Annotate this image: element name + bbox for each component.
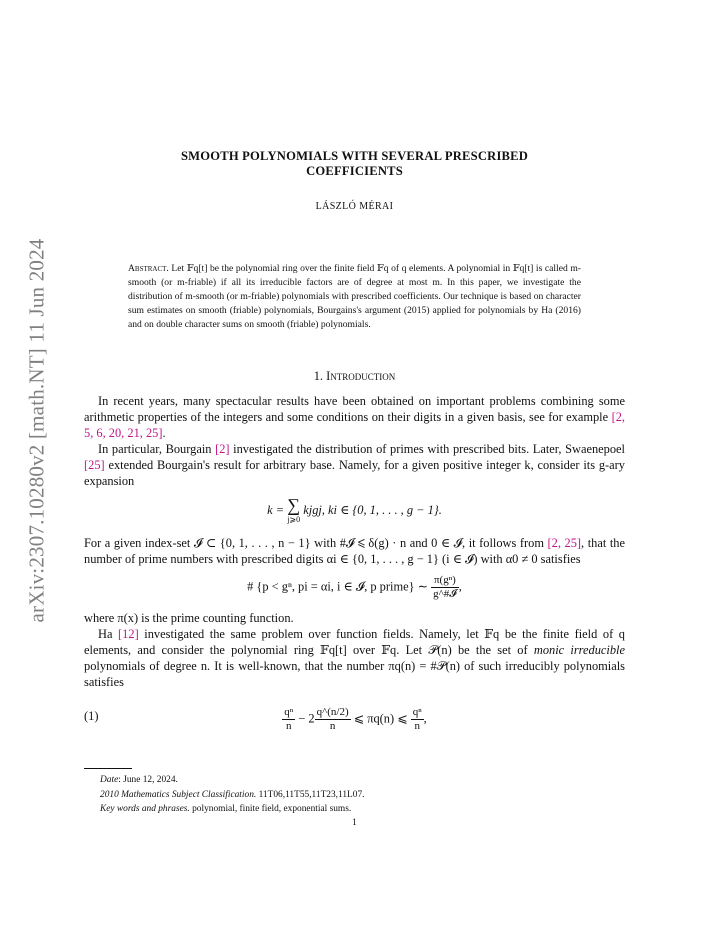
body-text <box>84 393 625 746</box>
footnote-msc: 2010 Mathematics Subject Classification. 11T06,11T55,11T23,11L07. <box>100 789 365 800</box>
equation-label: (1) <box>84 709 99 723</box>
citation-link[interactable]: [12] <box>118 627 139 641</box>
citation-link[interactable]: [2, 5, 6, 20, 21, 25] <box>84 410 625 440</box>
footnotes <box>100 773 620 817</box>
section-number: 1. <box>313 369 324 383</box>
fraction: $\frac{q\^{}(n/2)}{n}$ <box>316 706 349 732</box>
title-line-1: SMOOTH POLYNOMIALS WITH SEVERAL PRESCRIBED <box>180 149 529 163</box>
footnote-keywords: Key words and phrases. polynomial, finite field, exponential sums. <box>100 804 352 814</box>
equation-1: (1) $\frac{\text{qⁿ}}{n}$ − 2 $\frac{q\^{}(n/2)}{n}$ ⩽ πq(n) ⩽ $\frac{\text{qⁿ}}{n}$ , <box>84 706 427 732</box>
arxiv-sidebar-stamp <box>24 210 50 650</box>
equation-gary-expansion: k = ∑ j⩾0 kjgj, ki ∈ {0, 1, . . . , g − 1}. <box>267 495 442 524</box>
section-heading <box>84 369 625 384</box>
fraction: $\frac{\text{qⁿ}}{n}$ <box>412 706 422 732</box>
author-name: LÁSZLÓ MÉRAI <box>315 201 394 212</box>
equation-prime-count: # {p < gⁿ, pi = αi, i ∈ 𝓘, p prime} ∼ $\frac{\text{π(gⁿ)}}{\text{g\textasciicircum{}\#𝓘}}$ , <box>247 574 462 600</box>
abstract <box>128 262 581 332</box>
citation-link[interactable]: [2, 25] <box>547 536 582 550</box>
footnote-date: Date: June 12, 2024. <box>100 775 178 785</box>
arxiv-id: arXiv:2307.10280v2 [math.NT] 11 Jun 2024 <box>24 237 49 623</box>
footnote-divider <box>84 768 132 769</box>
paragraph-3: For a given index-set 𝓘 ⊂ {0, 1, . . . , n − 1} with #𝓘 ⩽ δ(g) · n and 0 ∈ 𝓘, it follows from [2, 25], that the number of prime numbers with prescribed digits αi ∈ {0, 1, . . . , g − 1} (i ∈ 𝓘) with α0 ≠ 0 satisfies <box>84 536 625 566</box>
paragraph-5: Ha [12] investigated the same problem over function fields. Namely, let 𝔽q be the finite field of q elements, and consider the polynomial ring 𝔽q[t] over 𝔽q. Let 𝒫(n) be the set of monic irreducible polynomials of degree n. It is well-known, that the number πq(n) = #𝒫(n) of such irreducibly polynomials satisfies <box>84 627 625 689</box>
fraction: $\frac{\text{π(gⁿ)}}{\text{g\textasciicircum{}\#𝓘}}$ <box>433 574 457 600</box>
abstract-label: Abstract. <box>128 263 169 274</box>
paper-title <box>84 149 625 179</box>
fraction: $\frac{\text{qⁿ}}{n}$ <box>284 706 294 732</box>
abstract-text: Let 𝔽q[t] be the polynomial ring over the finite field 𝔽q of q elements. A polynomial in 𝔽q[t] is called m-smooth (or m-friable) if all its irreducible factors are of degree at most m. In this paper, we investigate the distribution of m-smooth (or m-friable) polynomials with prescribed coefficients. Our technique is based on character sum estimates on smooth (friable) polynomials, Bourgains's argument (2015) applied for polynomials by Ha (2016) and on double character sums on smooth (friable) polynomials. <box>128 263 581 330</box>
sum-symbol: ∑ j⩾0 <box>287 495 301 524</box>
paragraph-4: where π(x) is the prime counting function. <box>84 611 294 625</box>
title-line-2: COEFFICIENTS <box>306 164 403 178</box>
citation-link[interactable]: [25] <box>84 458 105 472</box>
paragraph-2: In particular, Bourgain [2] investigated the distribution of primes with prescribed bits. Later, Swaenepoel [25] extended Bourgain's result for arbitrary base. Namely, for a given positive integer k, consider its g-ary expansion <box>84 442 625 488</box>
section-title: Introduction <box>326 369 396 383</box>
page-number: 1 <box>352 818 357 828</box>
paragraph-1: In recent years, many spectacular results have been obtained on important problems combining some arithmetic properties of the integers and some conditions on their digits in a given basis, see for example [2, 5, 6, 20, 21, 25]. <box>84 394 625 440</box>
citation-link[interactable]: [2] <box>215 442 230 456</box>
